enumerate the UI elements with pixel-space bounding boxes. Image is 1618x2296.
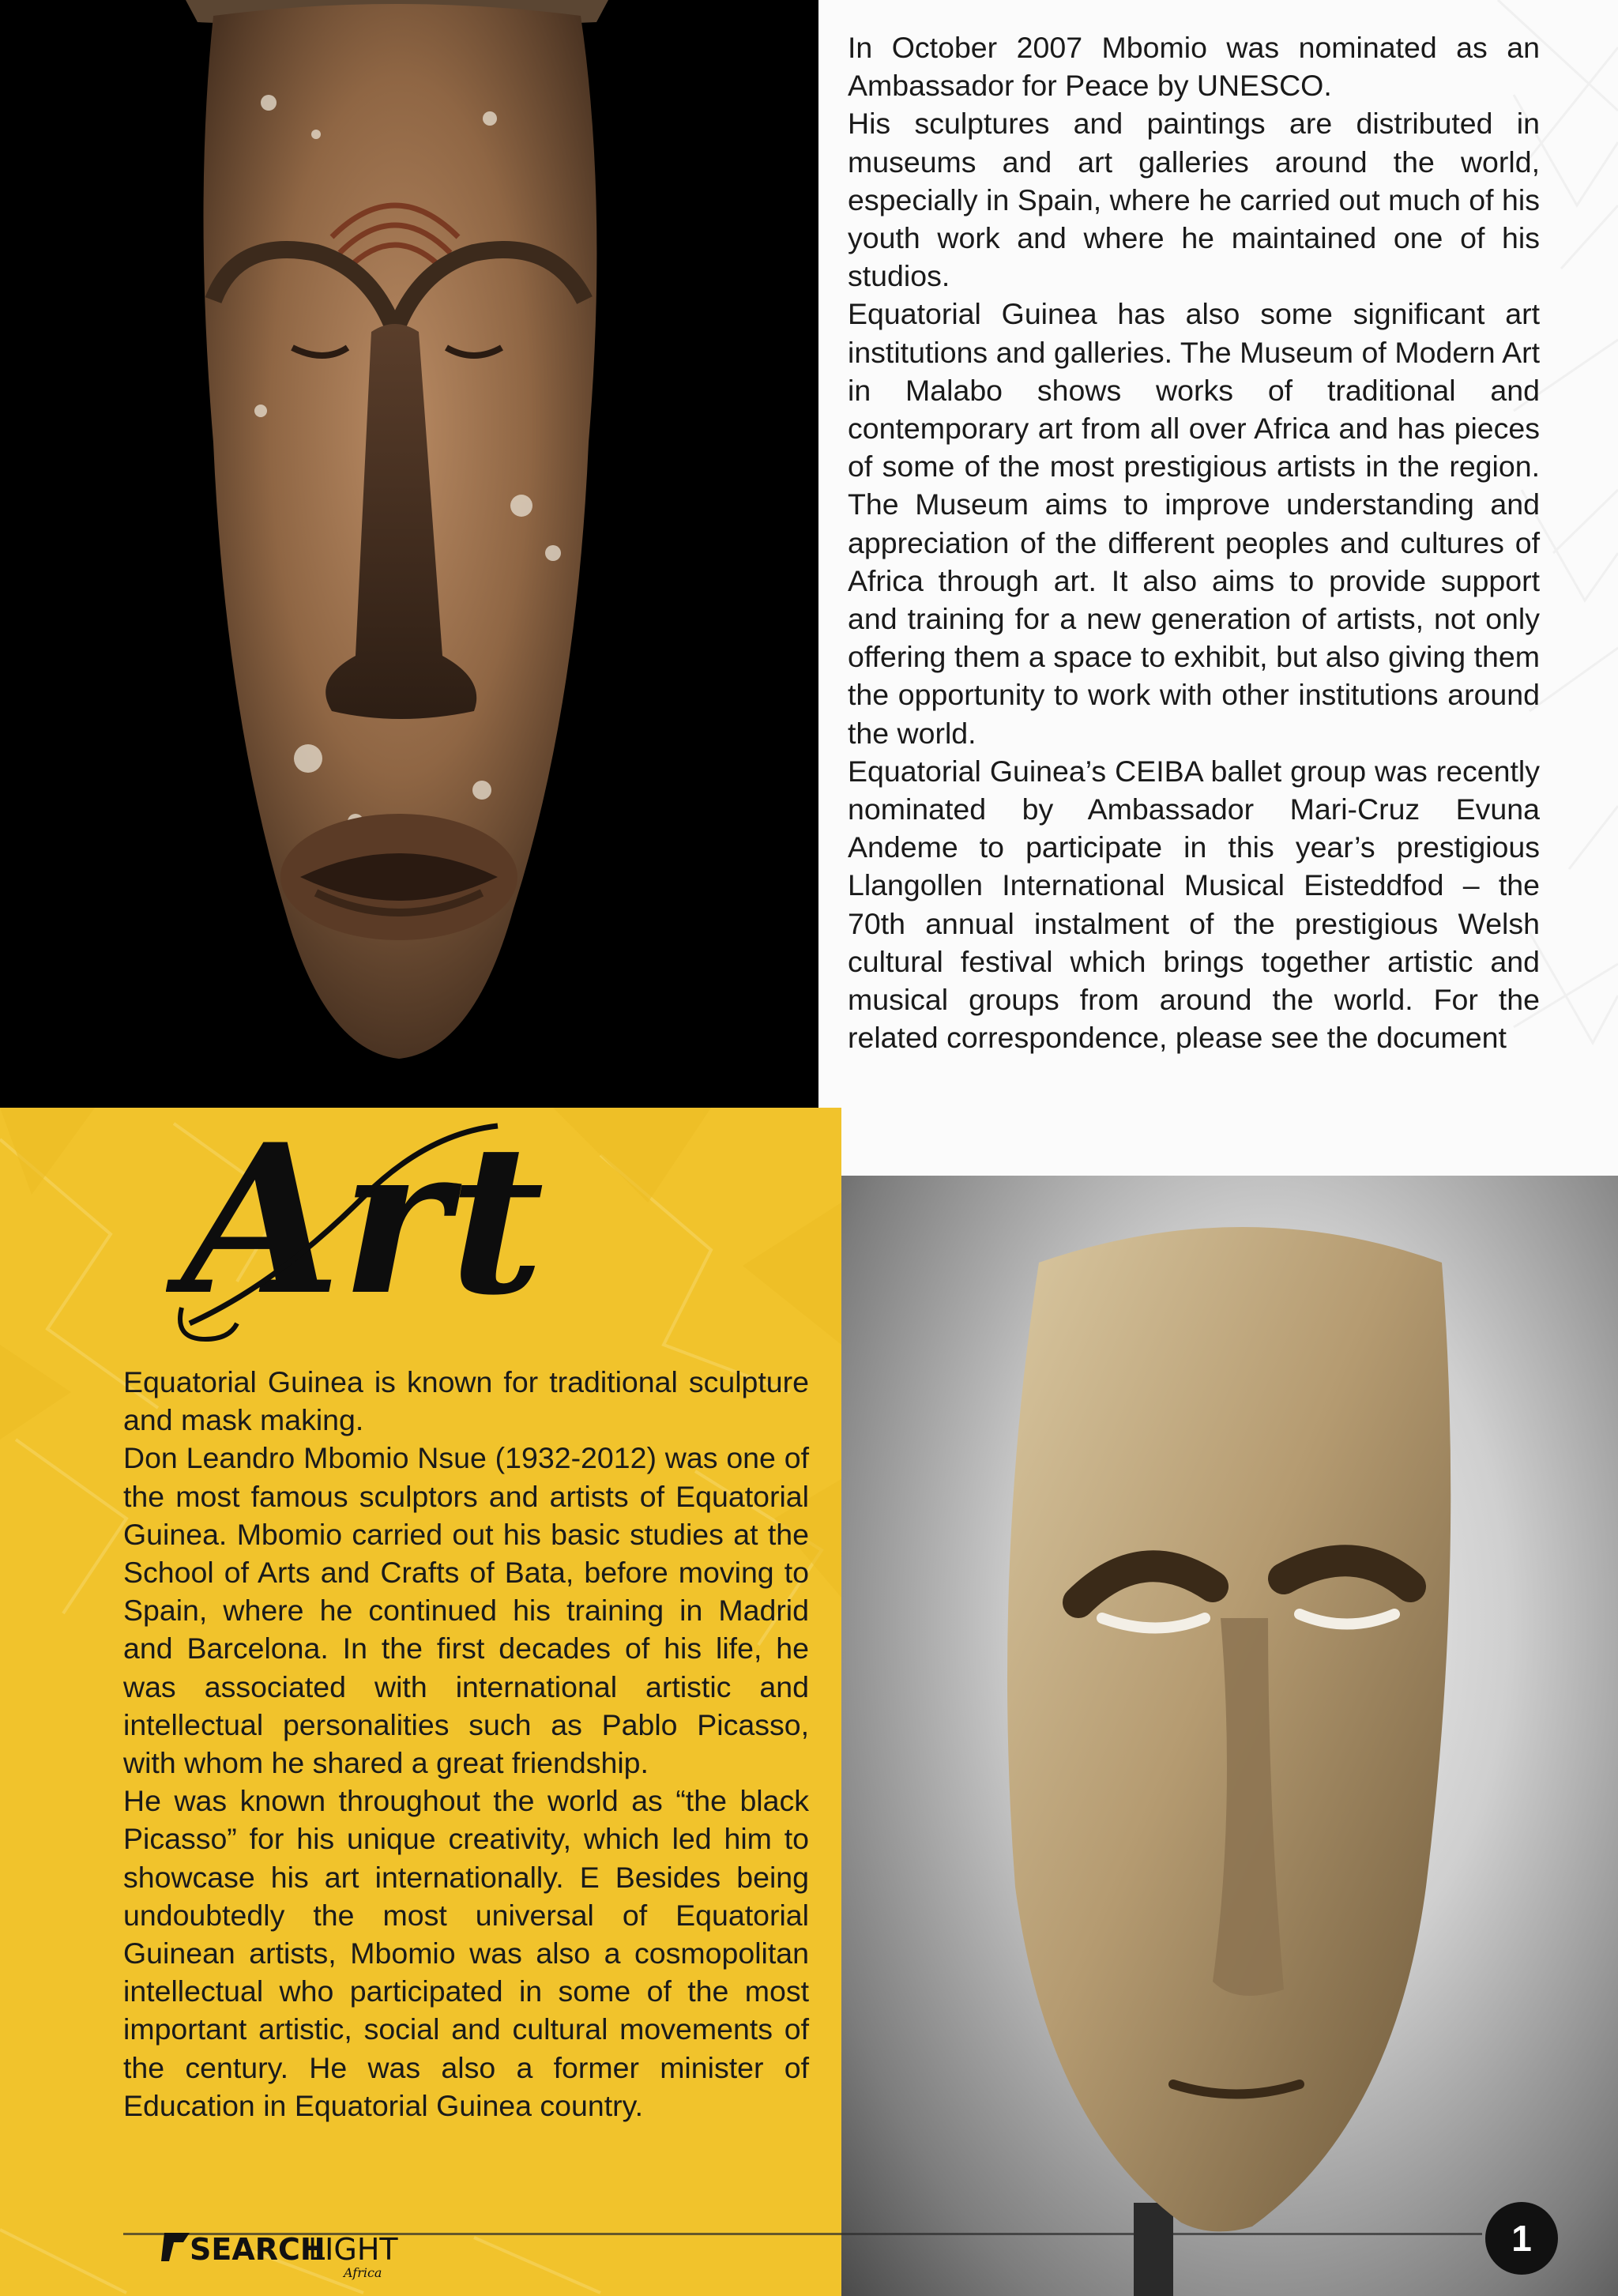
- right-text-column: [848, 28, 1540, 1056]
- paragraph-mbomio-bio: Don Leandro Mbomio Nsue (1932-2012) was one of the most famous sculptors and artists of Equatorial Guinea. Mbomio carried out his basic studies at the School of Arts and Crafts of Bata, before moving to Spain, where he continued his training in Madrid and Barcelona. In the first decades of his life, he was associated with international artistic and intellectual personalities such as Pablo Picasso, with whom he shared a great friendship.: [123, 1441, 809, 1780]
- art-section-title: [166, 1086, 640, 1355]
- art-text-column: [123, 1363, 809, 2125]
- paragraph-sculptures: His sculptures and paintings are distributed in museums and art galleries around the world, especially in Spain, where he carried out much of his youth work and where he maintained one of his studios.: [848, 107, 1540, 293]
- svg-text:Art: Art: [182, 1100, 544, 1341]
- paragraph-sculpture-mask: Equatorial Guinea is known for traditional sculpture and mask making.: [123, 1365, 809, 1437]
- paragraph-black-picasso: He was known throughout the world as “the black Picasso” for his unique creativity, which led him to showcase his art internationally. E Besides being undoubtedly the most universal of Equatorial Guinean artists, Mbomio was also a cosmopolitan intellectual who participated in some of the most important artistic, social and cultural movements of the century. He was also a former minister of Education in Equatorial Guinea country.: [123, 1784, 809, 2122]
- svg-text:Africa: Africa: [344, 2265, 382, 2280]
- art-script-title: [166, 1086, 640, 1355]
- page-number-badge: 1: [1485, 2202, 1558, 2275]
- paragraph-unesco: In October 2007 Mbomio was nominated as an Ambassador for Peace by UNESCO.: [848, 31, 1540, 103]
- pale-mask-illustration: [841, 1176, 1618, 2296]
- paragraph-institutions: Equatorial Guinea has also some significant art institutions and galleries. The Museum of Modern Art in Malabo shows works of traditional and contemporary art from all over Africa and has pieces of some of the most prestigious artists in the region. The Museum aims to improve understanding and appreciation of the different peoples and cultures of Africa through art. It also aims to provide support and training for a new generation of artists, not only offering them a space to exhibit, but also giving them the opportunity to work with other institutions around the world.: [848, 297, 1540, 750]
- svg-text:LIGHT: LIGHT: [308, 2232, 398, 2267]
- mask-photo-top: [0, 0, 818, 1108]
- searchlight-logo: [158, 2226, 411, 2282]
- paragraph-ceiba-ballet: Equatorial Guinea’s CEIBA ballet group was recently nominated by Ambassador Mari-Cruz Evuna Andeme to participate in this year’s prestigious Llangollen International Musical Eisteddfod – the 70th annual instalment of the prestigious Welsh cultural festival which brings together artistic and musical groups from around the world. For the related correspondence, please see the document: [848, 754, 1540, 1055]
- mask-photo-bottom: [841, 1176, 1618, 2296]
- fang-mask-illustration: [0, 0, 818, 1108]
- svg-text:SEARCH: SEARCH: [190, 2232, 325, 2267]
